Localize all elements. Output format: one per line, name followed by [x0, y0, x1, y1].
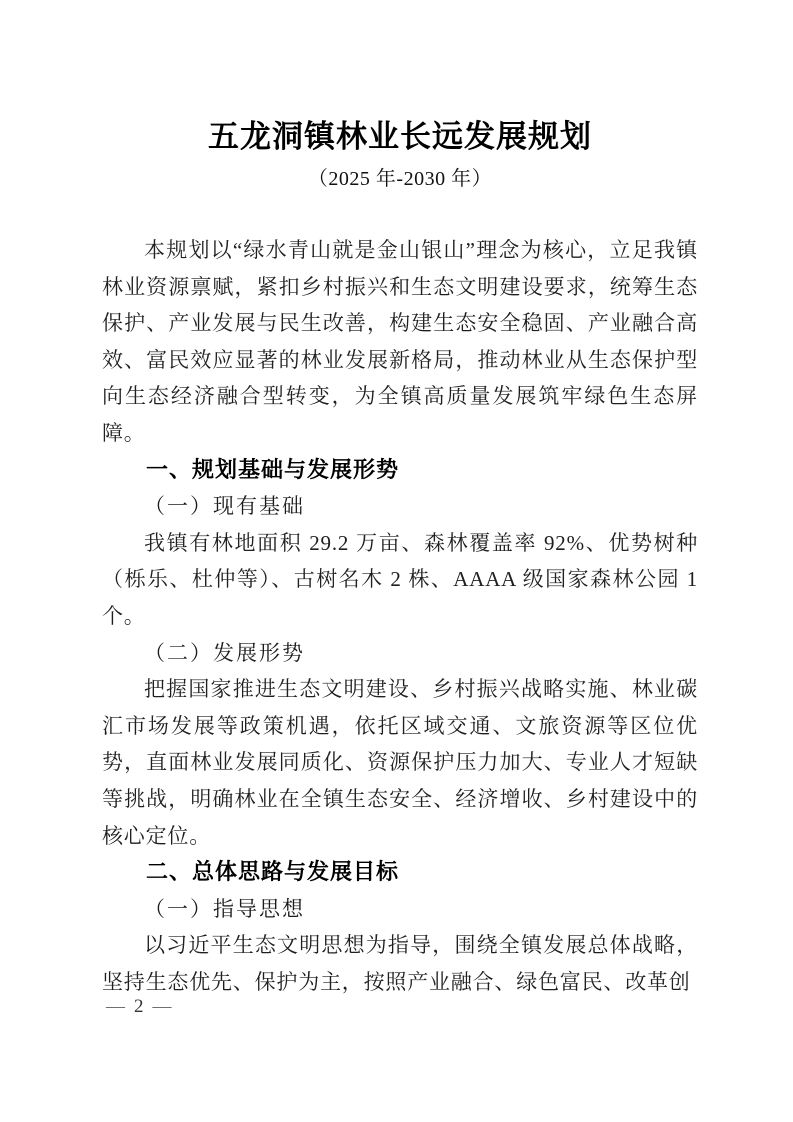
subsection-heading-existing-basis: （一）现有基础 [144, 494, 305, 519]
footer-dash-left: — [106, 996, 125, 1017]
subsection-heading-guiding-ideology: （一）指导思想 [144, 896, 305, 921]
page-footer [106, 994, 172, 1020]
document-body [102, 232, 698, 1000]
footer-dash-right: — [152, 996, 172, 1017]
paragraph-existing-basis: 我镇有林地面积 29.2 万亩、森林覆盖率 92%、优势树种（栎乐、杜仲等）、古树名木 2 株、AAAA 级国家森林公园 1 个。 [102, 530, 698, 628]
paragraph-guiding-ideology: 以习近平生态文明思想为指导，围绕全镇发展总体战略，坚持生态优先、保护为主，按照产业融合、绿色富民、改革创 [102, 933, 698, 994]
document-subtitle: （2025 年-2030 年） [307, 168, 493, 190]
page-number: 2 [134, 996, 144, 1017]
section-heading-planning-basis: 一、规划基础与发展形势 [146, 456, 400, 482]
document-title: 五龙洞镇林业长远发展规划 [208, 119, 592, 154]
paragraph-overview: 本规划以“绿水青山就是金山银山”理念为核心，立足我镇林业资源禀赋，紧扣乡村振兴和生态文明建设要求，统筹生态保护、产业发展与民生改善，构建生态安全稳固、产业融合高效、富民效应显著的林业发展新格局，推动林业从生态保护型向生态经济融合型转变，为全镇高质量发展筑牢绿色生态屏障。 [102, 238, 698, 445]
section-heading-overall-goals: 二、总体思路与发展目标 [146, 859, 400, 885]
paragraph-development-situation: 把握国家推进生态文明建设、乡村振兴战略实施、林业碳汇市场发展等政策机遇，依托区域交通、文旅资源等区位优势，直面林业发展同质化、资源保护压力加大、专业人才短缺等挑战，明确林业在全镇生态安全、经济增收、乡村建设中的核心定位。 [102, 677, 698, 848]
subsection-heading-development-situation: （二）发展形势 [144, 640, 305, 665]
